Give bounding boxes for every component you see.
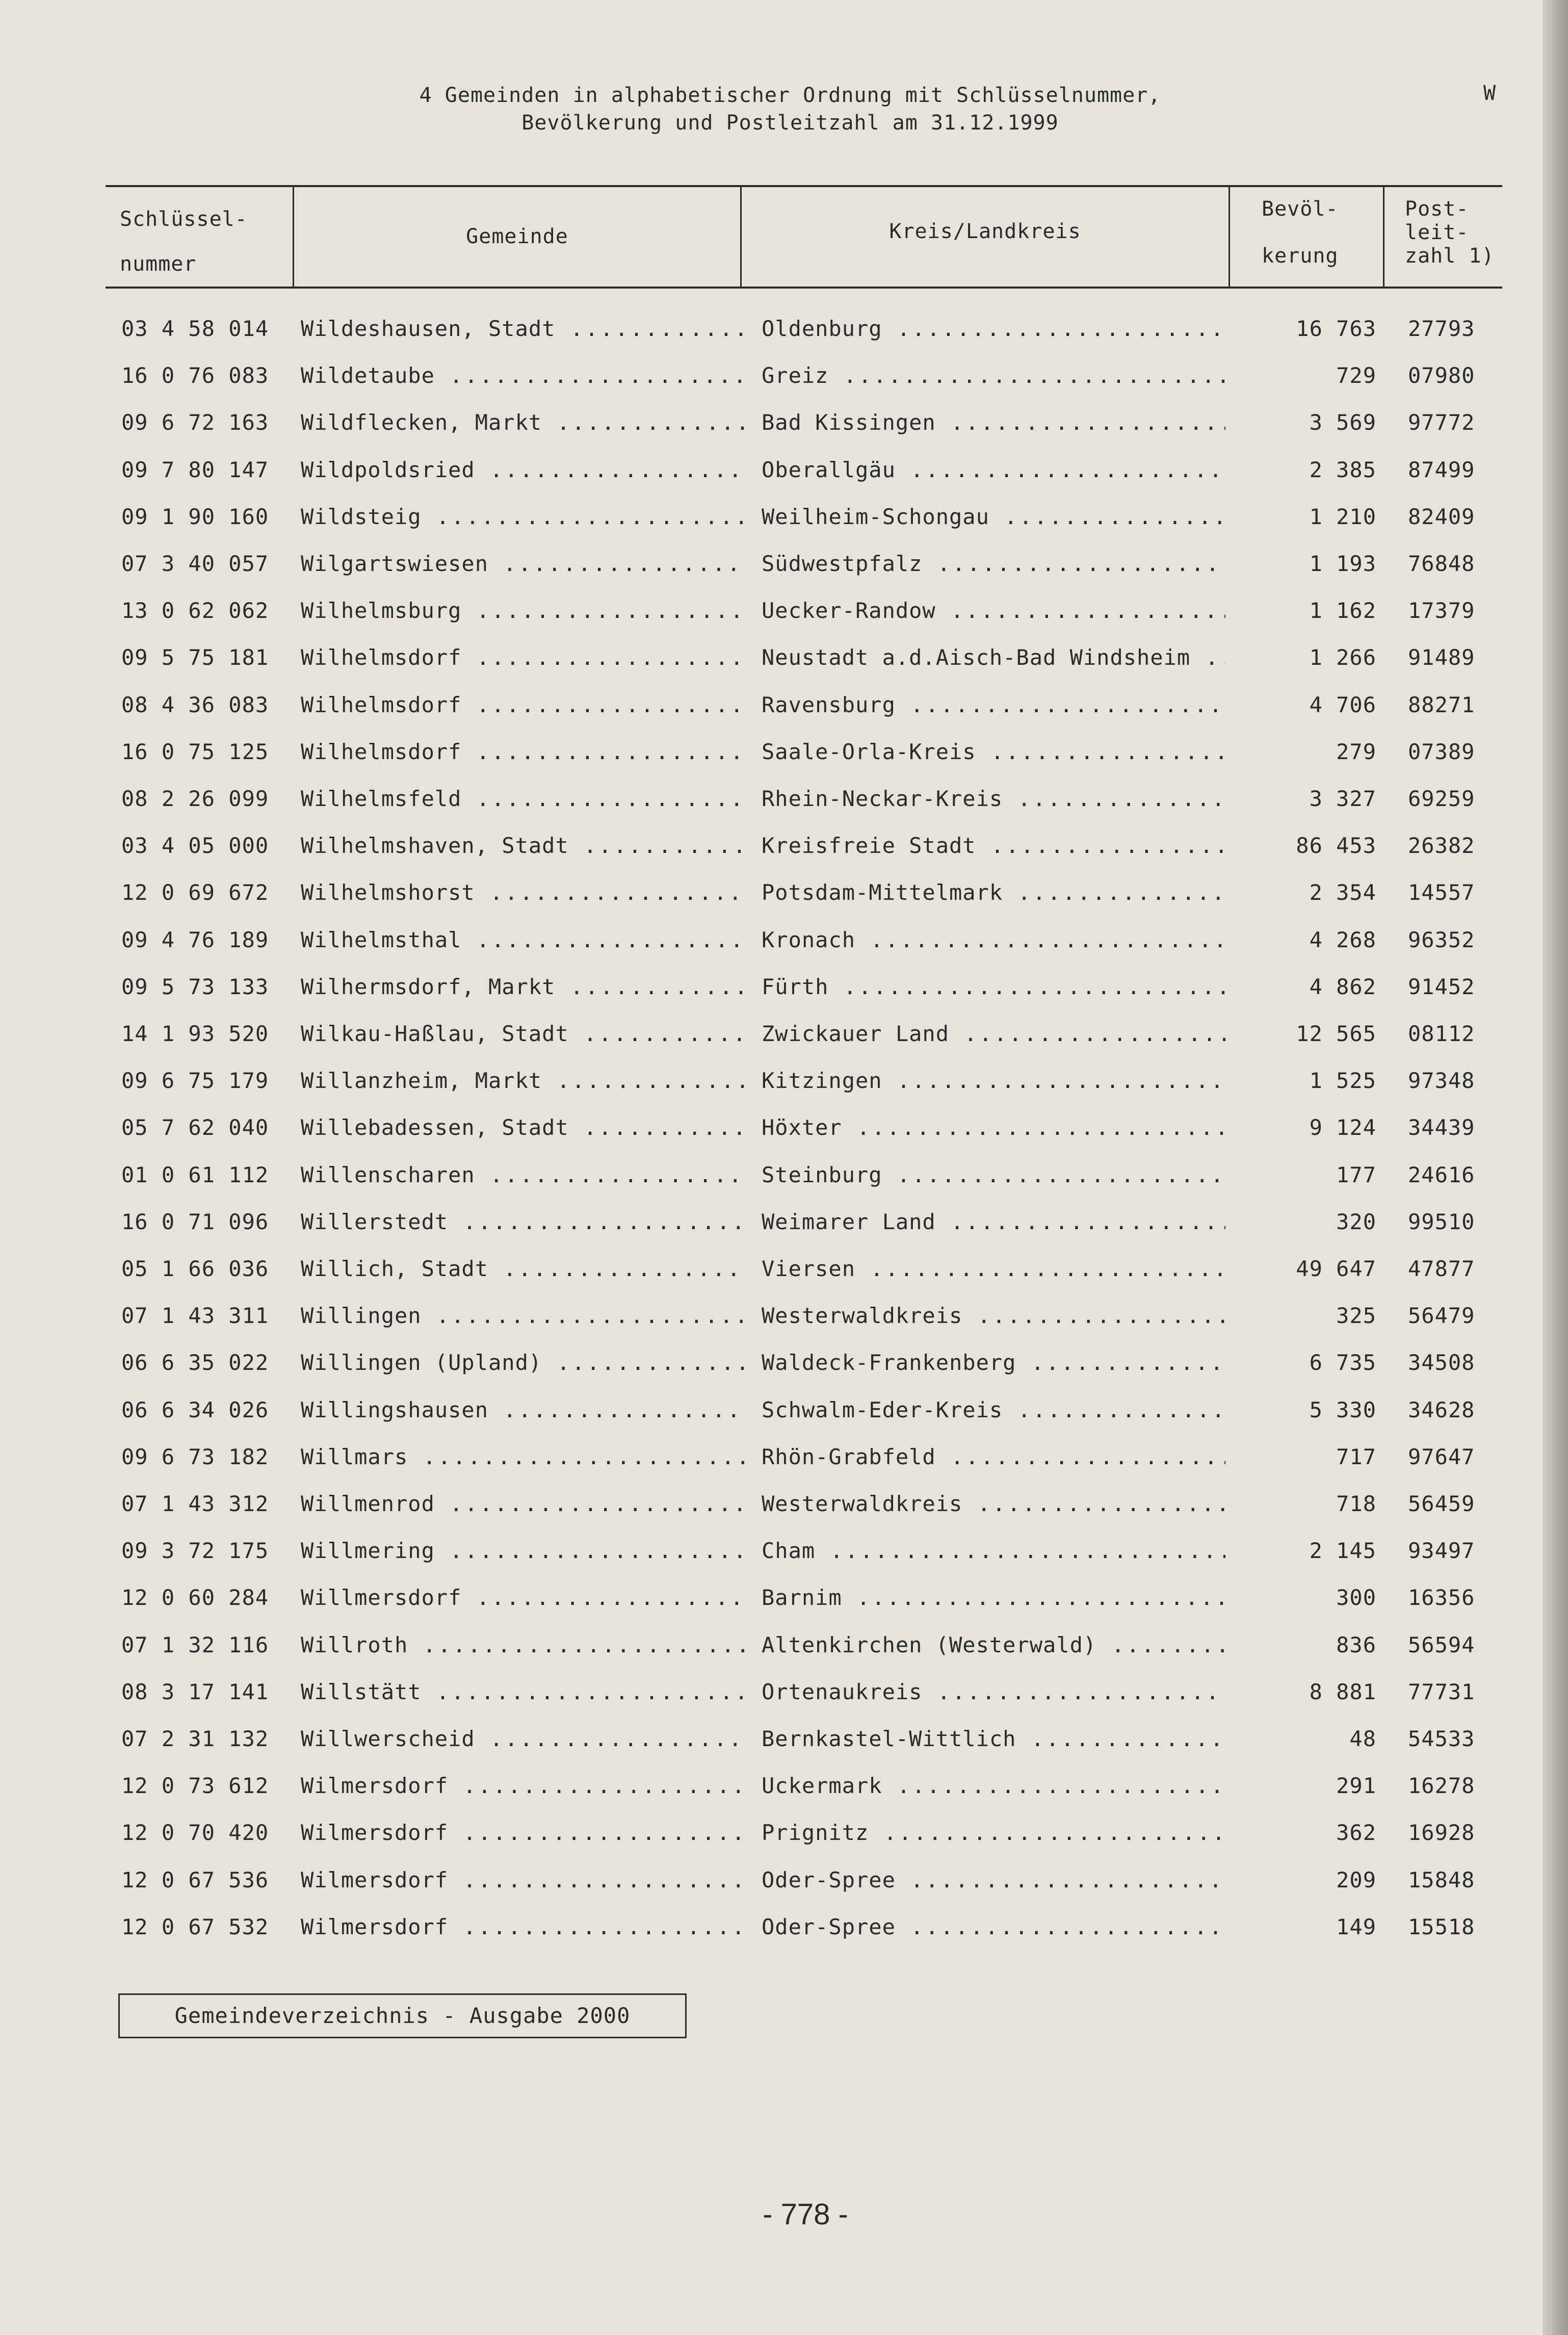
table-row [0,457,1568,488]
postcode-cell: 14557 [1408,880,1475,905]
table-row [0,739,1568,770]
postcode-cell: 24616 [1408,1162,1475,1187]
key-cell: 01 0 61 112 [121,1162,269,1187]
table-row [0,1444,1568,1475]
district-cell: Potsdam-Mittelmark ..... [762,880,1225,905]
district-cell: Saale-Orla-Kreis ..... [762,739,1225,764]
district-cell: Kitzingen ..... [762,1068,1225,1093]
postcode-cell: 47877 [1408,1256,1475,1281]
postcode-cell: 34628 [1408,1397,1475,1422]
postcode-cell: 99510 [1408,1209,1475,1234]
district-cell: Ortenaukreis ..... [762,1679,1225,1704]
district-cell: Cham ..... [762,1538,1225,1563]
column-header-district: Kreis/Landkreis [742,187,1230,287]
table-row [0,1021,1568,1052]
population-cell: 1 266 [1309,645,1376,670]
population-cell: 8 881 [1309,1679,1376,1704]
population-cell: 12 565 [1296,1021,1376,1046]
table-row [0,410,1568,440]
district-cell: Fürth ..... [762,974,1225,999]
district-cell: Oder-Spree ..... [762,1914,1225,1939]
municipality-cell: Willmering ..... [301,1538,744,1563]
district-cell: Kreisfreie Stadt ..... [762,833,1225,858]
table-row [0,1867,1568,1898]
key-cell: 12 0 67 536 [121,1867,269,1892]
municipality-cell: Wilhelmshaven, Stadt ..... [301,833,744,858]
key-cell: 07 1 32 116 [121,1632,269,1657]
population-cell: 325 [1336,1303,1376,1328]
table-row [0,504,1568,535]
municipality-cell: Willingen (Upland) ..... [301,1350,744,1375]
district-cell: Steinburg ..... [762,1162,1225,1187]
postcode-cell: 77731 [1408,1679,1475,1704]
district-cell: Südwestpfalz ..... [762,551,1225,576]
key-cell: 09 5 75 181 [121,645,269,670]
table-row [0,692,1568,723]
column-header-postcode: Post- leit- zahl 1) [1405,197,1495,268]
key-cell: 07 2 31 132 [121,1726,269,1751]
table-row [0,1209,1568,1240]
municipality-cell: Wilhelmsthal ..... [301,927,744,952]
district-cell: Westerwaldkreis ..... [762,1491,1225,1516]
district-cell: Oder-Spree ..... [762,1867,1225,1892]
key-cell: 08 4 36 083 [121,692,269,717]
table-row [0,1303,1568,1334]
population-cell: 320 [1336,1209,1376,1234]
table-row [0,316,1568,347]
population-cell: 149 [1336,1914,1376,1939]
municipality-cell: Wilhelmsburg ..... [301,598,744,623]
postcode-cell: 07980 [1408,363,1475,388]
district-cell: Oldenburg ..... [762,316,1225,341]
key-cell: 16 0 75 125 [121,739,269,764]
table-row [0,1632,1568,1663]
table-row [0,1491,1568,1522]
municipality-cell: Wilhelmsfeld ..... [301,786,744,811]
table-row [0,1115,1568,1146]
table-row [0,598,1568,629]
district-cell: Weimarer Land ..... [762,1209,1225,1234]
edition-label: Gemeindeverzeichnis - Ausgabe 2000 [118,1993,687,2038]
population-cell: 4 706 [1309,692,1376,717]
key-cell: 12 0 70 420 [121,1820,269,1845]
population-cell: 2 145 [1309,1538,1376,1563]
table-row [0,974,1568,1005]
section-letter: W [1483,82,1496,105]
column-header-population: Bevöl- kerung [1230,187,1384,287]
postcode-cell: 54533 [1408,1726,1475,1751]
postcode-cell: 93497 [1408,1538,1475,1563]
population-cell: 1 193 [1309,551,1376,576]
table-row [0,786,1568,817]
postcode-cell: 87499 [1408,457,1475,482]
table-row [0,1068,1568,1099]
key-cell: 09 3 72 175 [121,1538,269,1563]
municipality-cell: Wildsteig ..... [301,504,744,529]
key-cell: 09 6 73 182 [121,1444,269,1469]
population-cell: 2 354 [1309,880,1376,905]
table-row [0,1256,1568,1287]
postcode-cell: 08112 [1408,1021,1475,1046]
municipality-cell: Wilmersdorf ..... [301,1820,744,1845]
key-cell: 06 6 34 026 [121,1397,269,1422]
district-cell: Greiz ..... [762,363,1225,388]
key-cell: 05 7 62 040 [121,1115,269,1140]
population-cell: 48 [1349,1726,1376,1751]
postcode-cell: 97348 [1408,1068,1475,1093]
key-cell: 09 5 73 133 [121,974,269,999]
district-cell: Viersen ..... [762,1256,1225,1281]
table-row [0,833,1568,864]
municipality-cell: Willroth ..... [301,1632,744,1657]
table-row [0,1914,1568,1945]
district-cell: Barnim ..... [762,1585,1225,1610]
key-cell: 14 1 93 520 [121,1021,269,1046]
key-cell: 07 1 43 312 [121,1491,269,1516]
key-cell: 16 0 71 096 [121,1209,269,1234]
postcode-cell: 97772 [1408,410,1475,435]
key-cell: 12 0 69 672 [121,880,269,905]
population-cell: 9 124 [1309,1115,1376,1140]
postcode-cell: 34439 [1408,1115,1475,1140]
postcode-cell: 15518 [1408,1914,1475,1939]
key-cell: 12 0 73 612 [121,1773,269,1798]
postcode-cell: 82409 [1408,504,1475,529]
municipality-cell: Wildetaube ..... [301,363,744,388]
postcode-cell: 07389 [1408,739,1475,764]
population-cell: 729 [1336,363,1376,388]
postcode-cell: 16928 [1408,1820,1475,1845]
district-cell: Oberallgäu ..... [762,457,1225,482]
municipality-cell: Willich, Stadt ..... [301,1256,744,1281]
title-line-1: 4 Gemeinden in alphabetischer Ordnung mit Schlüsselnummer, [419,84,1161,107]
key-cell: 13 0 62 062 [121,598,269,623]
table-row [0,363,1568,394]
municipality-cell: Wilhelmsdorf ..... [301,739,744,764]
key-cell: 16 0 76 083 [121,363,269,388]
table-row [0,1162,1568,1193]
district-cell: Westerwaldkreis ..... [762,1303,1225,1328]
postcode-cell: 88271 [1408,692,1475,717]
population-cell: 3 327 [1309,786,1376,811]
key-cell: 07 3 40 057 [121,551,269,576]
key-cell: 12 0 67 532 [121,1914,269,1939]
district-cell: Bernkastel-Wittlich ..... [762,1726,1225,1751]
population-cell: 5 330 [1309,1397,1376,1422]
postcode-cell: 56459 [1408,1491,1475,1516]
postcode-cell: 76848 [1408,551,1475,576]
key-cell: 05 1 66 036 [121,1256,269,1281]
key-cell: 09 7 80 147 [121,457,269,482]
population-cell: 718 [1336,1491,1376,1516]
population-cell: 362 [1336,1820,1376,1845]
postcode-cell: 16278 [1408,1773,1475,1798]
key-cell: 07 1 43 311 [121,1303,269,1328]
population-cell: 1 210 [1309,504,1376,529]
municipality-cell: Willingen ..... [301,1303,744,1328]
title-line-2: Bevölkerung und Postleitzahl am 31.12.1999 [521,111,1059,135]
district-cell: Zwickauer Land ..... [762,1021,1225,1046]
population-cell: 300 [1336,1585,1376,1610]
municipality-cell: Wildeshausen, Stadt ..... [301,316,744,341]
page-number: - 778 - [763,2198,848,2231]
key-cell: 08 3 17 141 [121,1679,269,1704]
municipality-cell: Wilgartswiesen ..... [301,551,744,576]
municipality-cell: Wilmersdorf ..... [301,1914,744,1939]
district-cell: Rhein-Neckar-Kreis ..... [762,786,1225,811]
population-cell: 836 [1336,1632,1376,1657]
document-title [255,82,1325,137]
district-cell: Ravensburg ..... [762,692,1225,717]
population-cell: 209 [1336,1867,1376,1892]
population-cell: 2 385 [1309,457,1376,482]
population-cell: 4 862 [1309,974,1376,999]
key-cell: 03 4 05 000 [121,833,269,858]
population-cell: 49 647 [1296,1256,1376,1281]
table-row [0,880,1568,911]
municipality-cell: Wilhelmsdorf ..... [301,692,744,717]
municipality-cell: Willenscharen ..... [301,1162,744,1187]
postcode-cell: 69259 [1408,786,1475,811]
municipality-cell: Willstätt ..... [301,1679,744,1704]
population-cell: 291 [1336,1773,1376,1798]
table-header [106,185,1502,289]
key-cell: 09 6 72 163 [121,410,269,435]
table-row [0,1820,1568,1851]
column-header-municipality: Gemeinde [294,187,742,287]
postcode-cell: 27793 [1408,316,1475,341]
postcode-cell: 56479 [1408,1303,1475,1328]
key-cell: 09 4 76 189 [121,927,269,952]
postcode-cell: 97647 [1408,1444,1475,1469]
municipality-cell: Willmars ..... [301,1444,744,1469]
table-row [0,551,1568,582]
municipality-cell: Wildpoldsried ..... [301,457,744,482]
municipality-cell: Wilmersdorf ..... [301,1867,744,1892]
municipality-cell: Willmenrod ..... [301,1491,744,1516]
table-row [0,1397,1568,1428]
population-cell: 717 [1336,1444,1376,1469]
district-cell: Kronach ..... [762,927,1225,952]
key-cell: 09 6 75 179 [121,1068,269,1093]
district-cell: Prignitz ..... [762,1820,1225,1845]
municipality-cell: Willerstedt ..... [301,1209,744,1234]
municipality-cell: Willingshausen ..... [301,1397,744,1422]
postcode-cell: 17379 [1408,598,1475,623]
municipality-cell: Wilhermsdorf, Markt ..... [301,974,744,999]
postcode-cell: 96352 [1408,927,1475,952]
municipality-cell: Willebadessen, Stadt ..... [301,1115,744,1140]
district-cell: Neustadt a.d.Aisch-Bad Windsheim ..... [762,645,1225,670]
district-cell: Altenkirchen (Westerwald) ..... [762,1632,1225,1657]
municipality-cell: Wilhelmshorst ..... [301,880,744,905]
table-row [0,1538,1568,1569]
table-row [0,1585,1568,1616]
postcode-cell: 91452 [1408,974,1475,999]
postcode-cell: 16356 [1408,1585,1475,1610]
key-cell: 06 6 35 022 [121,1350,269,1375]
population-cell: 86 453 [1296,833,1376,858]
district-cell: Weilheim-Schongau ..... [762,504,1225,529]
population-cell: 1 525 [1309,1068,1376,1093]
district-cell: Höxter ..... [762,1115,1225,1140]
district-cell: Bad Kissingen ..... [762,410,1225,435]
key-cell: 08 2 26 099 [121,786,269,811]
population-cell: 4 268 [1309,927,1376,952]
postcode-cell: 34508 [1408,1350,1475,1375]
postcode-cell: 15848 [1408,1867,1475,1892]
population-cell: 16 763 [1296,316,1376,341]
municipality-cell: Wilmersdorf ..... [301,1773,744,1798]
municipality-cell: Wilhelmsdorf ..... [301,645,744,670]
key-cell: 03 4 58 014 [121,316,269,341]
postcode-cell: 26382 [1408,833,1475,858]
population-cell: 1 162 [1309,598,1376,623]
table-row [0,927,1568,958]
table-row [0,1679,1568,1710]
table-row [0,1773,1568,1804]
municipality-cell: Wildflecken, Markt ..... [301,410,744,435]
district-cell: Uecker-Randow ..... [762,598,1225,623]
population-cell: 6 735 [1309,1350,1376,1375]
district-cell: Uckermark ..... [762,1773,1225,1798]
municipality-cell: Willmersdorf ..... [301,1585,744,1610]
column-header-key: Schlüssel- nummer [106,187,294,287]
population-cell: 279 [1336,739,1376,764]
population-cell: 177 [1336,1162,1376,1187]
population-cell: 3 569 [1309,410,1376,435]
district-cell: Schwalm-Eder-Kreis ..... [762,1397,1225,1422]
municipality-cell: Willanzheim, Markt ..... [301,1068,744,1093]
postcode-cell: 56594 [1408,1632,1475,1657]
postcode-cell: 91489 [1408,645,1475,670]
municipality-cell: Wilkau-Haßlau, Stadt ..... [301,1021,744,1046]
table-row [0,645,1568,676]
key-cell: 12 0 60 284 [121,1585,269,1610]
municipality-cell: Willwerscheid ..... [301,1726,744,1751]
table-row [0,1350,1568,1381]
table-row [0,1726,1568,1757]
district-cell: Waldeck-Frankenberg ..... [762,1350,1225,1375]
key-cell: 09 1 90 160 [121,504,269,529]
district-cell: Rhön-Grabfeld ..... [762,1444,1225,1469]
